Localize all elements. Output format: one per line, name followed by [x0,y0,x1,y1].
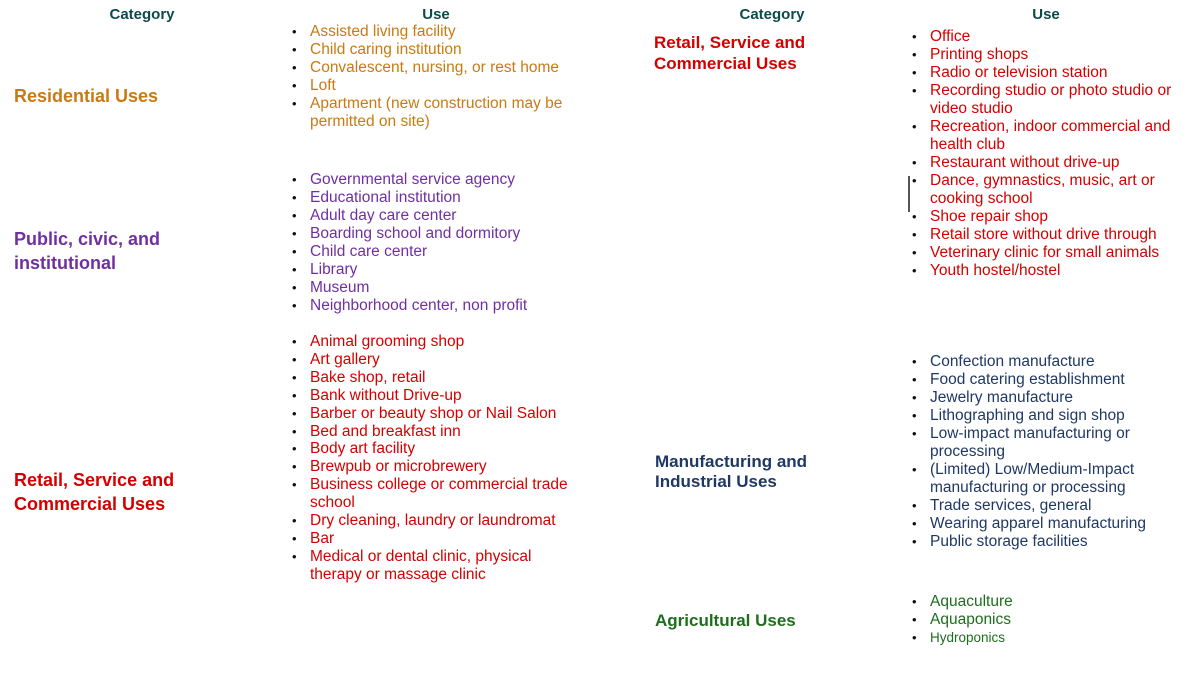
use-item: • Office [930,28,1180,46]
category-agricultural: Agricultural Uses [655,611,796,630]
use-item: • Apartment (new construction may be permitted on site) [310,95,590,131]
category-retail-right: Retail, Service and Commercial Uses [654,33,806,73]
use-item: • Wearing apparel manufacturing [930,515,1180,533]
use-item: • Assisted living facility [310,23,590,41]
use-item: • Hydroponics [930,629,1180,647]
use-item: • Boarding school and dormitory [310,225,590,243]
use-item: • Educational institution [310,189,590,207]
use-item: • Aquaponics [930,611,1180,629]
uses-manufacturing [910,353,1180,551]
use-item: • Animal grooming shop [310,333,575,351]
use-item: • Convalescent, nursing, or rest home [310,59,590,77]
use-item: • Brewpub or microbrewery [310,458,575,476]
use-item: • Bank without Drive-up [310,387,575,405]
use-item: • Medical or dental clinic, physical therapy or massage clinic [310,548,575,584]
use-item: • Jewelry manufacture [930,389,1180,407]
uses-retail-left [290,333,575,584]
left-category-header: Category [109,6,175,23]
category-public: Public, civic, and institutional [14,229,161,273]
use-item: • Low-impact manufacturing or processing [930,425,1180,461]
use-item: • Bar [310,530,575,548]
use-item: • Bake shop, retail [310,369,575,387]
use-item: • Bed and breakfast inn [310,423,575,441]
use-item: • Museum [310,279,590,297]
use-item: • Radio or television station [930,64,1180,82]
use-item: • Public storage facilities [930,533,1180,551]
use-item: • Recording studio or photo studio or video studio [930,82,1180,118]
use-item: • Veterinary clinic for small animals [930,244,1180,262]
uses-agricultural [910,593,1180,647]
use-item: • Lithographing and sign shop [930,407,1180,425]
left-use-header: Use [422,6,450,23]
right-use-header: Use [1032,6,1060,23]
use-item: • (Limited) Low/Medium-Impact manufacturing or processing [930,461,1180,497]
use-item: • Recreation, indoor commercial and health club [930,118,1180,154]
use-item: • Shoe repair shop [930,208,1180,226]
use-item: • Aquaculture [930,593,1180,611]
use-item: • Body art facility [310,440,575,458]
category-residential: Residential Uses [14,86,159,106]
use-item: • Dry cleaning, laundry or laundromat [310,512,575,530]
uses-public [290,171,590,315]
use-item: • Food catering establishment [930,371,1180,389]
use-item: • Loft [310,77,590,95]
use-item: • Retail store without drive through [930,226,1180,244]
uses-residential [290,23,590,131]
use-item: • Dance, gymnastics, music, art or cooking school [930,172,1180,208]
use-item: • Adult day care center [310,207,590,225]
use-item: • Governmental service agency [310,171,590,189]
use-item: • Printing shops [930,46,1180,64]
category-retail-left: Retail, Service and Commercial Uses [14,470,175,514]
use-item: • Youth hostel/hostel [930,262,1180,280]
use-item: • Child caring institution [310,41,590,59]
use-item: • Child care center [310,243,590,261]
use-item: • Trade services, general [930,497,1180,515]
use-item: • Barber or beauty shop or Nail Salon [310,405,575,423]
uses-retail-right [910,28,1180,280]
use-item: • Neighborhood center, non profit [310,297,590,315]
text-cursor [908,176,910,212]
right-category-header: Category [739,6,805,23]
use-item: • Library [310,261,590,279]
use-item: • Confection manufacture [930,353,1180,371]
use-item: • Business college or commercial trade school [310,476,575,512]
use-item: • Restaurant without drive-up [930,154,1180,172]
category-manufacturing: Manufacturing and Industrial Uses [655,452,808,491]
use-item: • Art gallery [310,351,575,369]
